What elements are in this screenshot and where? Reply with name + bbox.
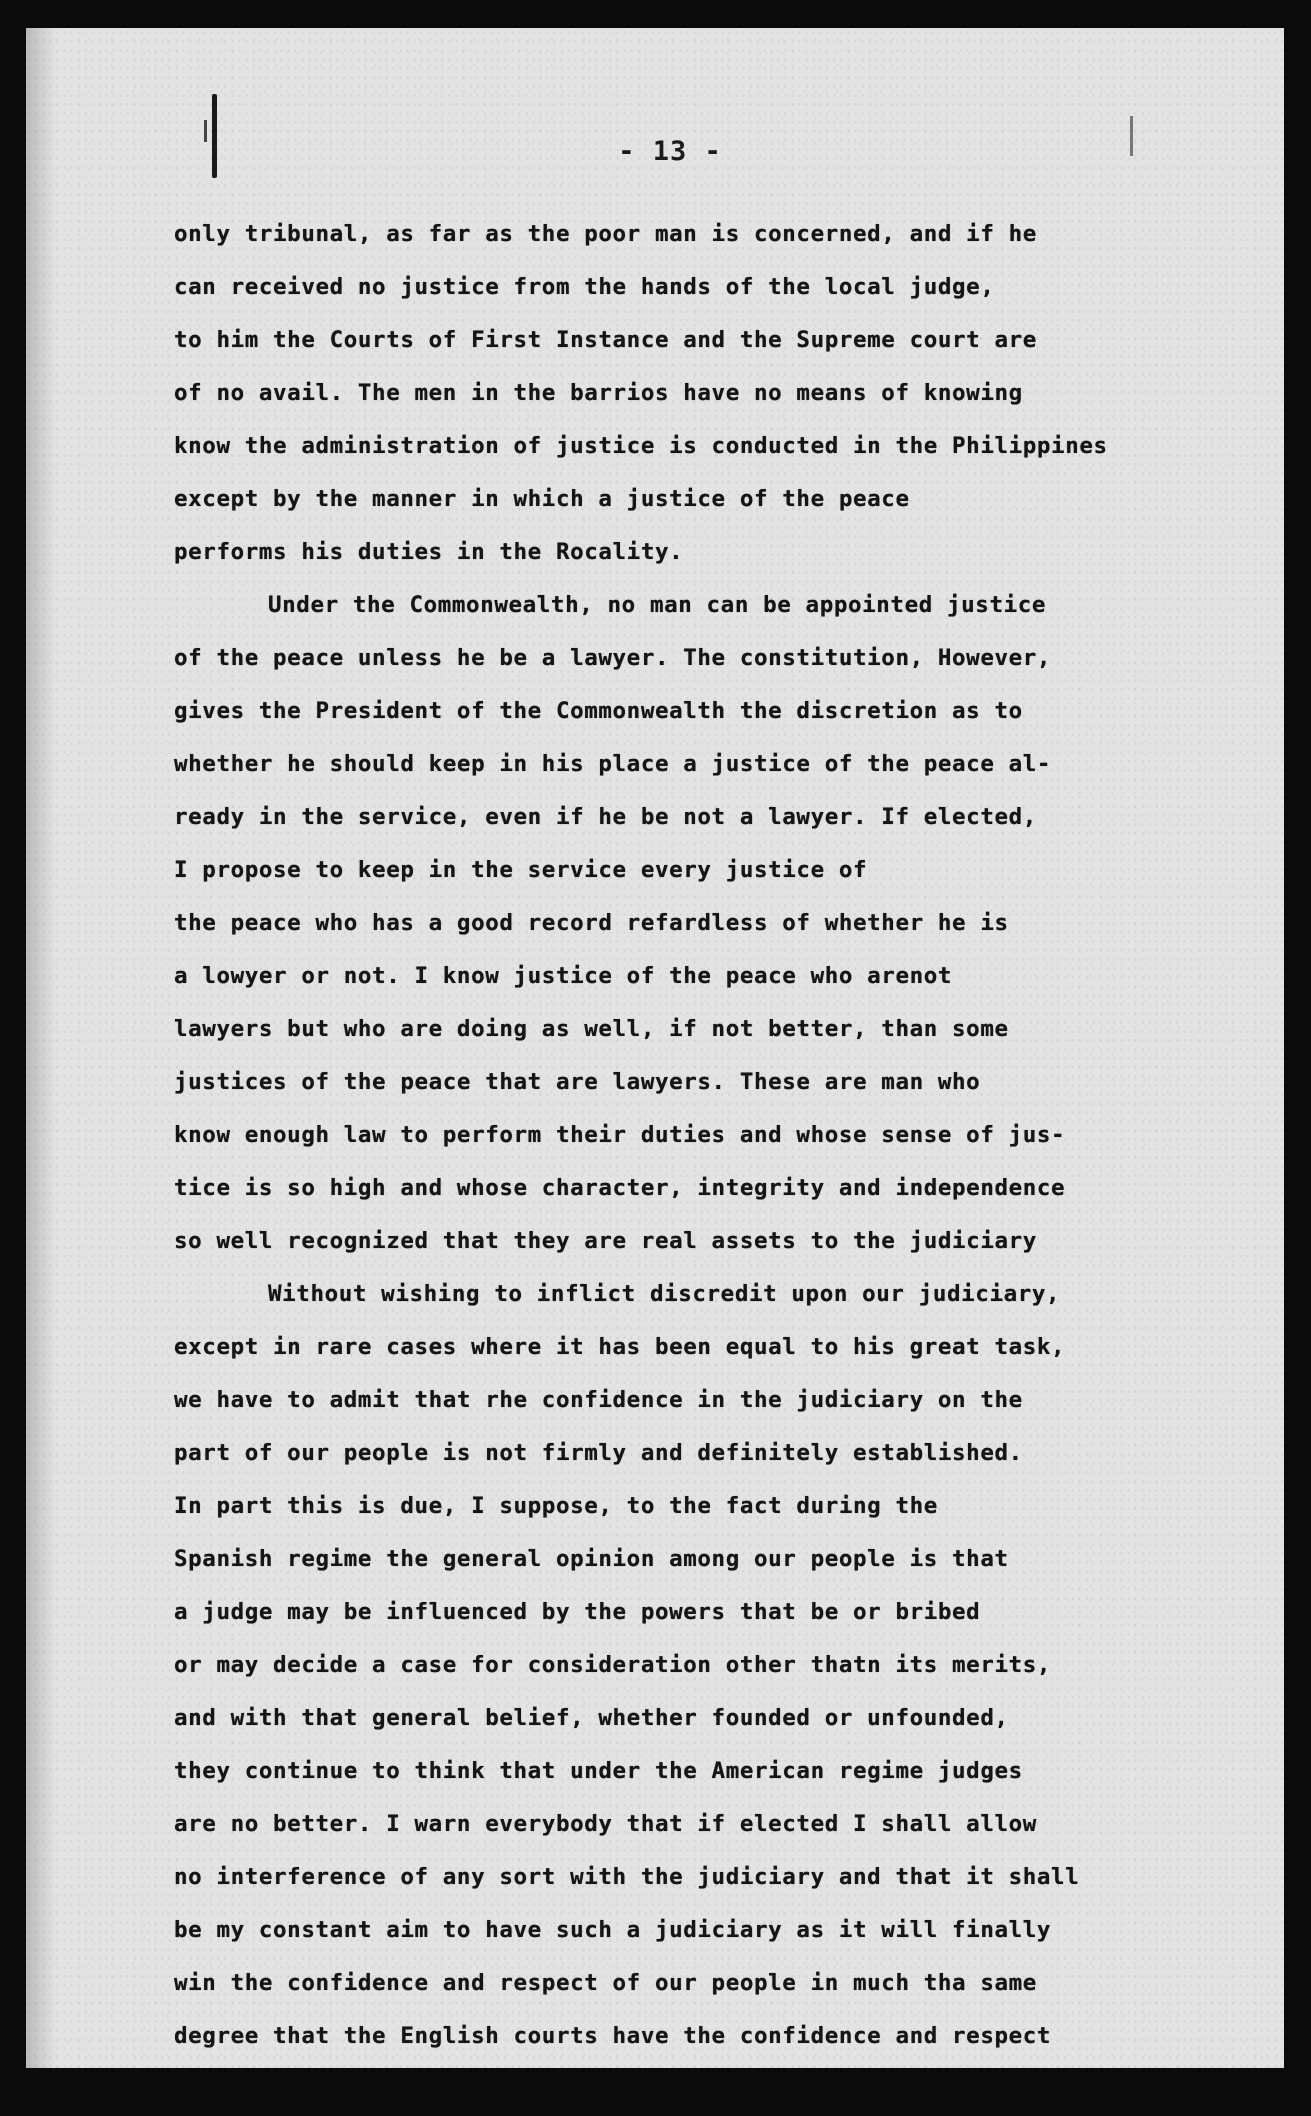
- text-line: gives the President of the Commonwealth the discretion as to: [174, 698, 1023, 724]
- text-line: Under the Commonwealth, no man can be appointed justice: [268, 592, 1047, 618]
- text-line: can received no justice from the hands of the local judge,: [174, 274, 995, 300]
- text-line: Without wishing to inflict discredit upon our judiciary,: [268, 1281, 1061, 1307]
- text-line: or may decide a case for consideration other thatn its merits,: [174, 1652, 1052, 1678]
- text-line: know the administration of justice is conducted in the Philippines: [174, 433, 1108, 459]
- text-line: of no avail. The men in the barrios have no means of knowing: [174, 380, 1023, 406]
- text-line: degree that the English courts have the confidence and respect: [174, 2023, 1052, 2049]
- text-line: In part this is due, I suppose, to the fact during the: [174, 1493, 938, 1519]
- text-line: lawyers but who are doing as well, if not better, than some: [174, 1016, 1009, 1042]
- text-line: so well recognized that they are real assets to the judiciary: [174, 1228, 1037, 1254]
- text-line: except in rare cases where it has been equal to his great task,: [174, 1334, 1066, 1360]
- text-line: and with that general belief, whether founded or unfounded,: [174, 1705, 1009, 1731]
- text-line: Spanish regime the general opinion among our people is that: [174, 1546, 1009, 1572]
- text-line: to him the Courts of First Instance and the Supreme court are: [174, 327, 1037, 353]
- text-line: only tribunal, as far as the poor man is concerned, and if he: [174, 221, 1037, 247]
- text-line: I propose to keep in the service every justice of: [174, 857, 868, 883]
- text-line: a lowyer or not. I know justice of the peace who arenot: [174, 963, 953, 989]
- text-line: no interference of any sort with the judiciary and that it shall: [174, 1864, 1080, 1890]
- text-line: the peace who has a good record refardless of whether he is: [174, 910, 1009, 936]
- text-line: we have to admit that rhe confidence in the judiciary on the: [174, 1387, 1023, 1413]
- text-line: of the peace unless he be a lawyer. The constitution, However,: [174, 645, 1052, 671]
- text-line: be my constant aim to have such a judiciary as it will finally: [174, 1917, 1052, 1943]
- text-line: ready in the service, even if he be not a lawyer. If elected,: [174, 804, 1037, 830]
- text-line: a judge may be influenced by the powers that be or bribed: [174, 1599, 981, 1625]
- text-line: know enough law to perform their duties and whose sense of jus-: [174, 1122, 1066, 1148]
- scan-border-bottom: [0, 2078, 1311, 2100]
- text-line: win the confidence and respect of our people in much tha same: [174, 1970, 1037, 1996]
- text-line: part of our people is not firmly and definitely established.: [174, 1440, 1023, 1466]
- text-line: whether he should keep in his place a justice of the peace al-: [174, 751, 1052, 777]
- text-line: except by the manner in which a justice of the peace: [174, 486, 910, 512]
- text-line: are no better. I warn everybody that if elected I shall allow: [174, 1811, 1037, 1837]
- text-line: performs his duties in the Rocality.: [174, 539, 684, 565]
- text-line: justices of the peace that are lawyers. These are man who: [174, 1069, 981, 1095]
- page-number: - 13 -: [618, 136, 722, 167]
- text-line: they continue to think that under the American regime judges: [174, 1758, 1023, 1784]
- document-page: [26, 28, 1284, 2068]
- page-shadow: [26, 28, 56, 2068]
- text-line: tice is so high and whose character, integrity and independence: [174, 1175, 1066, 1201]
- document-body: [174, 208, 1234, 2116]
